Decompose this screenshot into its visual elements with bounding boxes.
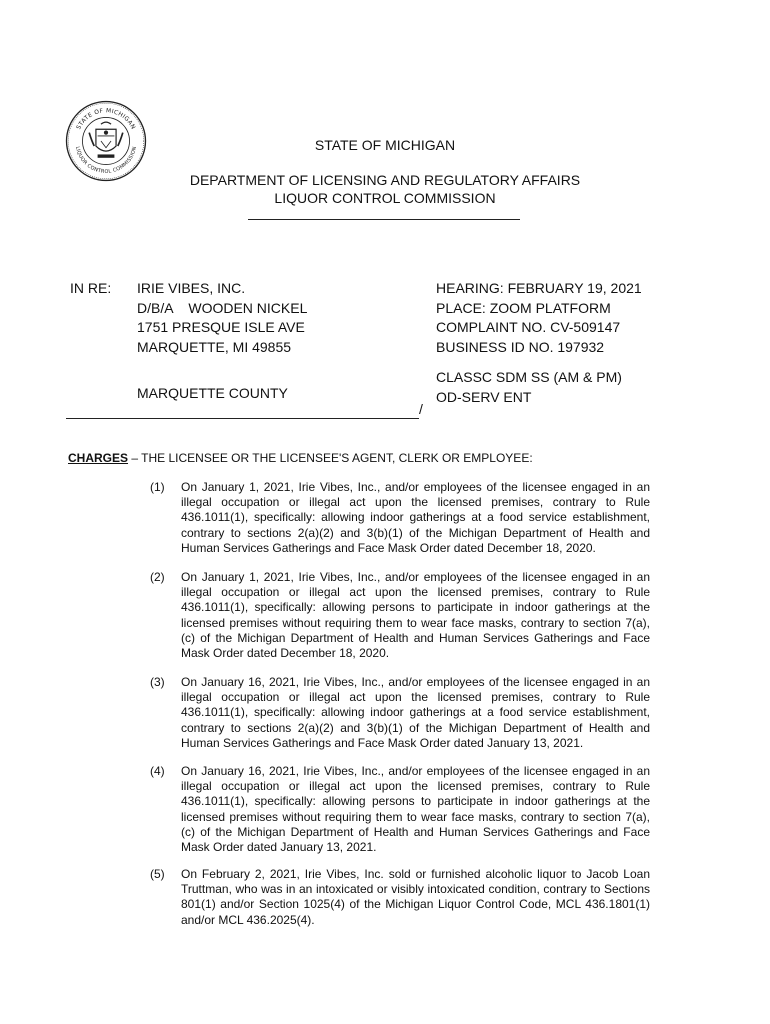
respondent-block (137, 279, 307, 357)
respondent-line: IRIE VIBES, INC. (137, 280, 246, 296)
caption-rule (66, 418, 419, 419)
charge-number: (1) (150, 480, 165, 494)
department-heading: DEPARTMENT OF LICENSING AND REGULATORY AFFAIRS (189, 172, 581, 188)
charges-heading-text: – THE LICENSEE OR THE LICENSEE'S AGENT, CLERK OR EMPLOYEE: (128, 451, 533, 465)
charge-item (150, 764, 650, 855)
license-line: OD-SERV ENT (436, 388, 532, 405)
commission-heading: LIQUOR CONTROL COMMISSION (274, 190, 496, 206)
charge-number: (2) (150, 570, 165, 584)
hearing-line: BUSINESS ID NO. 197932 (436, 338, 605, 355)
header-rule (248, 219, 520, 220)
charge-text: On January 16, 2021, Irie Vibes, Inc., and/or employees of the licensee engaged in an illegal occupation or illegal act upon the licensed premises, contrary to Rule 436.1011(1), specifically: allowing indoor gatherings at a food service establishment, contrary to sections 2(a)(2) and 3(b)(1) of the Michigan Department of Health and Human Services Gatherings and Face Mask Order dated January 13, 2021. (181, 675, 650, 750)
charge-text: On February 2, 2021, Irie Vibes, Inc. sold or furnished alcoholic liquor to Jacob Loan Truttman, who was in an intoxicated or visibly intoxicated condition, contrary to Sections 801(1) and/or Section 1025(4) of the Michigan Liquor Control Code, MCL 436.1801(1) and/or MCL 436.2025(4). (181, 867, 650, 927)
state-heading: STATE OF MICHIGAN (314, 137, 456, 153)
charge-item (150, 570, 650, 661)
in-re-label: IN RE: (70, 280, 112, 296)
charge-text: On January 16, 2021, Irie Vibes, Inc., and/or employees of the licensee engaged in an illegal occupation or illegal act upon the licensed premises, contrary to Rule 436.1011(1), specifically: allowing persons to participate in indoor gatherings at the licensed premises without requiring them to wear face masks, contrary to section 7(a), (c) of the Michigan Department of Health and Human Services Gatherings and Face Mask Order dated January 13, 2021. (181, 764, 650, 855)
charge-item (150, 867, 650, 928)
charge-number: (5) (150, 867, 165, 881)
charge-number: (4) (150, 764, 165, 778)
charge-item (150, 675, 650, 751)
svg-text:LIQUOR CONTROL COMMISSION: LIQUOR CONTROL COMMISSION (74, 145, 139, 175)
caption-slash: / (419, 401, 423, 417)
license-line: CLASSC SDM SS (AM & PM) (436, 369, 622, 385)
hearing-line: HEARING: FEBRUARY 19, 2021 (436, 280, 642, 296)
charge-text: On January 1, 2021, Irie Vibes, Inc., and/or employees of the licensee engaged in an illegal occupation or illegal act upon the licensed premises, contrary to Rule 436.1011(1), specifically: allowing persons to participate in indoor gatherings at the licensed premises without requiring them to wear face masks, contrary to section 7(a), (c) of the Michigan Department of Health and Human Services Gatherings and Face Mask Order dated December 18, 2020. (181, 570, 650, 661)
hearing-line: PLACE: ZOOM PLATFORM (436, 299, 611, 316)
hearing-line: COMPLAINT NO. CV-509147 (436, 319, 621, 335)
svg-text:STATE OF MICHIGAN: STATE OF MICHIGAN (76, 108, 136, 131)
respondent-line: 1751 PRESQUE ISLE AVE (137, 319, 305, 335)
license-block (436, 368, 622, 407)
charges-heading-label: CHARGES (68, 451, 129, 465)
charge-number: (3) (150, 675, 165, 689)
county-label: MARQUETTE COUNTY (137, 385, 288, 401)
hearing-block (436, 279, 642, 357)
charge-text: On January 1, 2021, Irie Vibes, Inc., and/or employees of the licensee engaged in an illegal occupation or illegal act upon the licensed premises, contrary to Rule 436.1011(1), specifically: allowing indoor gatherings at a food service establishment, contrary to sections 2(a)(2) and 3(b)(1) of the Michigan Department of Health and Human Services Gatherings and Face Mask Order dated December 18, 2020. (181, 480, 650, 555)
respondent-line: MARQUETTE, MI 49855 (137, 338, 292, 355)
charge-item (150, 480, 650, 556)
charges-heading (68, 451, 533, 465)
respondent-line: D/B/A WOODEN NICKEL (137, 299, 308, 316)
